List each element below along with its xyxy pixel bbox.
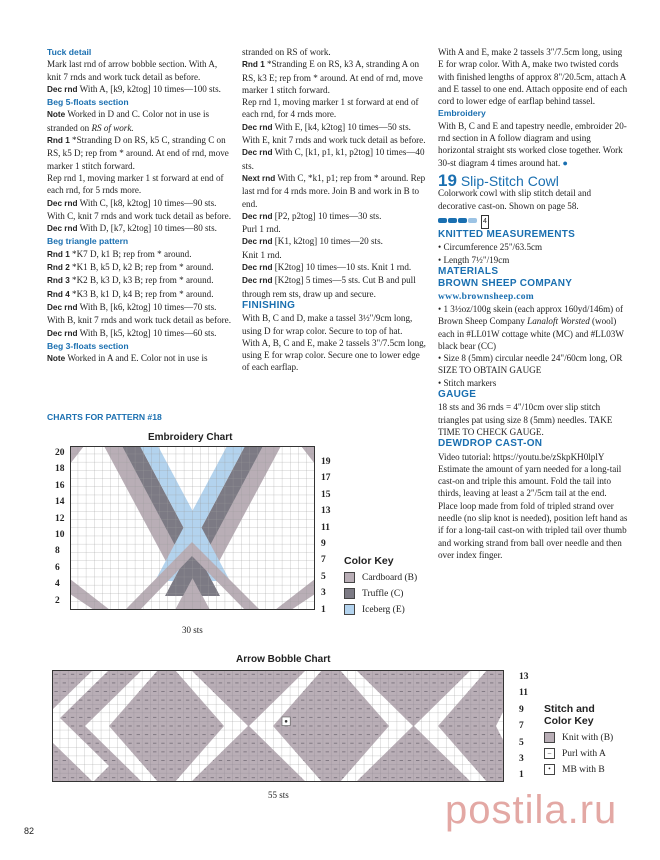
embroidery-row-left-4: 4 bbox=[55, 579, 60, 590]
c2-dec6: Dec rnd [K2tog] 5 times—5 sts. Cut B and pull through rem sts, draw up and secure. bbox=[242, 275, 416, 299]
finishing-text-2: With A, B, C and E, make 2 tassels 3"/7.5cm long, using E for wrap color. Secure one to lower edge of each earflap. bbox=[242, 337, 426, 373]
embroidery-row-right-17: 17 bbox=[321, 473, 331, 484]
end-dot: ● bbox=[562, 157, 569, 168]
embroidery-row-left-8: 8 bbox=[55, 546, 60, 557]
finishing-text-1: With B, C and D, make a tassel 3½"/9cm long, using D for wrap color. Secure to top of hat. bbox=[242, 313, 413, 336]
beg5-rep: Rep rnd 1, moving marker 1 st forward at end of each rnd, for 5 rnds more. bbox=[47, 172, 224, 196]
gauge-heading: GAUGE bbox=[438, 389, 477, 401]
materials-heading: MATERIALS bbox=[438, 266, 499, 278]
charts-title: CHARTS FOR PATTERN #18 bbox=[47, 412, 162, 422]
beg3-note: Note Worked in A and E. Color not in use is bbox=[47, 353, 208, 364]
c2-dec5: Dec rnd [K2tog] 10 times—10 sts. Knit 1 rnd. bbox=[242, 262, 412, 273]
c2-knit: Knit 1 rnd. bbox=[242, 249, 282, 260]
skill-level-indicator bbox=[438, 214, 489, 229]
purl-swatch: – bbox=[544, 748, 555, 759]
beg5-dec1: Dec rnd With C, [k8, k2tog] 10 times—90 sts. With C, knit 7 rnds and work tuck detail as before. bbox=[47, 197, 231, 221]
tuck-dec-rnd: Dec rnd With A, [k9, k2tog] 10 times—100 sts. bbox=[47, 83, 221, 94]
begtri-rnd4: Rnd 4 *K3 B, k1 D, k4 B; rep from * around. bbox=[47, 288, 214, 299]
color-key-row-truffle: Truffle (C) bbox=[344, 588, 417, 599]
page-number: 82 bbox=[24, 826, 35, 836]
pattern-desc: Colorwork cowl with slip stitch detail and decorative cast-on. Shown on page 58. bbox=[438, 188, 592, 211]
stitch-key-row-knit: Knit with (B) bbox=[544, 732, 613, 743]
gauge-text: 18 sts and 36 rnds = 4"/10cm over slip stitch triangles pat using size 8 (5mm) needles. TAKE TIME TO CHECK GAUGE. bbox=[438, 402, 613, 437]
color-key-row-iceberg: Iceberg (E) bbox=[344, 604, 417, 615]
beg5-rnd1: Rnd 1 *Stranding D on RS, k5 C, stranding C on RS, k5 D; rep from * around. At end of rnd, move marker 1 stitch forward. bbox=[47, 135, 229, 171]
materials-item-3: • Stitch markers bbox=[438, 377, 497, 388]
column-3 bbox=[438, 46, 628, 561]
dewdrop-heading: DEWDROP CAST-ON bbox=[438, 438, 543, 450]
color-key-title: Color Key bbox=[344, 555, 394, 567]
color-key bbox=[344, 555, 417, 615]
mb-swatch: • bbox=[544, 764, 555, 775]
pattern-title: 19 Slip-Stitch Cowl bbox=[438, 170, 559, 190]
cardboard-swatch bbox=[344, 572, 355, 583]
embroidery-row-right-19: 19 bbox=[321, 457, 331, 467]
stitch-color-key bbox=[544, 703, 613, 775]
embroidery-row-left-20: 20 bbox=[55, 448, 65, 458]
watermark-logo: postila.ru bbox=[445, 788, 618, 832]
bobble-row-7: 7 bbox=[519, 721, 524, 732]
stranded-text: stranded on RS of work. bbox=[242, 47, 331, 57]
c2-next: Next rnd With C, *k1, p1; rep from * around. Rep last rnd for 4 rnds more. Join B and work in B to end. bbox=[242, 172, 426, 209]
embroidery-row-left-6: 6 bbox=[55, 562, 60, 573]
c2-purl: Purl 1 rnd. bbox=[242, 224, 281, 235]
column-1 bbox=[47, 46, 233, 365]
materials-item-2: • Size 8 (5mm) circular needle 24"/60cm long, OR SIZE TO OBTAIN GAUGE bbox=[438, 353, 623, 376]
embroidery-row-left-14: 14 bbox=[55, 497, 65, 508]
embroidery-chart-title: Embroidery Chart bbox=[148, 432, 233, 443]
begtri-heading: Beg triangle pattern bbox=[47, 236, 129, 247]
bobble-row-3: 3 bbox=[519, 754, 524, 764]
embroidery-text: With B, C and E and tapestry needle, embroider 20-rnd section in A follow diagram and using horizontal straight sts worked close together. Work 30-st diagram 4 times around hat. ● bbox=[438, 120, 627, 168]
tuck-text: Mark last rnd of arrow bobble section. With A, knit 7 rnds and work tuck detail as before. bbox=[47, 59, 218, 82]
bobble-row-5: 5 bbox=[519, 737, 524, 748]
embroidery-row-left-2: 2 bbox=[55, 595, 60, 606]
measurement-1: • Circumference 25"/63.5cm bbox=[438, 242, 543, 253]
dewdrop-text: Video tutorial: https://youtu.be/zSkpKH0lplY Estimate the amount of yarn needed for a long-tail cast-on and triple this amount. Fold the tail into thirds, leaving at least a 2"/5cm tail at the end. Place loop made from fold of tripled strand over needle (no slip knot is needed), position left hand as if for a long-tail cast-on with tripled tail over thumb and working strand from ball over needle and then over index finger. bbox=[438, 451, 628, 560]
bobble-row-13: 13 bbox=[519, 672, 529, 682]
begtri-dec2: Dec rnd With B, [k5, k2tog] 10 times—60 sts. bbox=[47, 327, 217, 338]
embroidery-row-right-13: 13 bbox=[321, 506, 331, 517]
embroidery-row-left-12: 12 bbox=[55, 513, 65, 524]
c2-rnd1: Rnd 1 *Stranding E on RS, k3 A, stranding A on RS, k3 E; rep from * around. At end of rnd, move marker 1 stitch forward. bbox=[242, 59, 423, 95]
bobble-row-9: 9 bbox=[519, 704, 524, 715]
embroidery-row-right-7: 7 bbox=[321, 555, 326, 566]
beg5-dec2: Dec rnd With D, [k7, k2tog] 10 times—80 sts. bbox=[47, 223, 217, 234]
stitch-key-row-purl: – Purl with A bbox=[544, 748, 613, 759]
c2-dec3: Dec rnd [P2, p2tog] 10 times—30 sts. bbox=[242, 210, 382, 221]
begtri-rnd3: Rnd 3 *K2 B, k3 D, k3 B; rep from * around. bbox=[47, 275, 214, 286]
column-2 bbox=[242, 46, 428, 374]
c2-dec4: Dec rnd [K1, k2tog] 10 times—20 sts. bbox=[242, 236, 383, 247]
embroidery-row-right-11: 11 bbox=[321, 522, 330, 533]
embroidery-row-right-9: 9 bbox=[321, 539, 326, 549]
materials-url[interactable]: www.brownsheep.com bbox=[438, 291, 535, 302]
skill-level-number: 4 bbox=[481, 215, 489, 229]
measurement-2: • Length 7½"/19cm bbox=[438, 254, 510, 265]
bobble-row-11: 11 bbox=[519, 688, 528, 699]
begtri-rnd2: Rnd 2 *K1 B, k5 D, k2 B; rep from * around. bbox=[47, 262, 214, 273]
begtri-dec1: Dec rnd With B, [k6, k2tog] 10 times—70 sts. With B, knit 7 rnds and work tuck detail as before. bbox=[47, 301, 231, 326]
bobble-mb-dot bbox=[285, 720, 288, 723]
truffle-swatch bbox=[344, 588, 355, 599]
bobble-chart-grid bbox=[52, 670, 504, 782]
beg5-heading: Beg 5-floats section bbox=[47, 97, 129, 108]
embroidery-row-right-5: 5 bbox=[321, 571, 326, 582]
embroidery-row-right-1: 1 bbox=[321, 604, 326, 615]
c2-dec2: Dec rnd With C, [k1, p1, k1, p2tog] 10 times—40 sts. bbox=[242, 147, 425, 171]
bobble-row-1: 1 bbox=[519, 770, 524, 781]
c2-dec1: Dec rnd With E, [k4, k2tog] 10 times—50 sts. With E, knit 7 rnds and work tuck detail as before. bbox=[242, 121, 426, 146]
bobble-width-label: 55 sts bbox=[268, 790, 289, 800]
embroidery-row-left-18: 18 bbox=[55, 464, 65, 475]
iceberg-swatch bbox=[344, 604, 355, 615]
knit-swatch bbox=[544, 732, 555, 743]
materials-company: BROWN SHEEP COMPANY bbox=[438, 278, 573, 290]
finishing-heading: FINISHING bbox=[242, 299, 296, 311]
beg3-heading: Beg 3-floats section bbox=[47, 340, 129, 351]
embroidery-row-right-3: 3 bbox=[321, 588, 326, 599]
tassel-text: With A and E, make 2 tassels 3"/7.5cm long, using E for wrap color. With A, make two twisted cords with finished lengths of approx 8"/20.5cm, attach A and E tassel to one end. Attach opposite end of each cord to lower edge of earflap behind tassel. bbox=[438, 47, 628, 107]
embroidery-width-label: 30 sts bbox=[182, 625, 203, 635]
tuck-detail-heading: Tuck detail bbox=[47, 47, 92, 57]
embroidery-chart-grid bbox=[70, 446, 315, 611]
c2-rep: Rep rnd 1, moving marker 1 st forward at end of each rnd, for 4 rnds more. bbox=[242, 97, 419, 120]
embroidery-row-left-16: 16 bbox=[55, 480, 65, 491]
embroidery-row-right-15: 15 bbox=[321, 489, 331, 500]
embroidery-heading: Embroidery bbox=[438, 108, 486, 119]
color-key-row-cardboard: Cardboard (B) bbox=[344, 572, 417, 583]
measurements-heading: KNITTED MEASUREMENTS bbox=[438, 229, 576, 241]
stitch-key-title-1: Stitch and bbox=[544, 703, 595, 715]
stitch-key-title-2: Color Key bbox=[544, 715, 594, 727]
beg5-note: Note Worked in D and C. Color not in use is stranded on RS of work. bbox=[47, 109, 210, 133]
materials-item-1: • 1 3½oz/100g skein (each approx 160yd/146m) of Brown Sheep Company Lanaloft Worsted (wool) each in #LL01W cottage white (MC) and #LL03W black bear (CC) bbox=[438, 303, 624, 351]
stitch-key-row-mb: • MB with B bbox=[544, 764, 613, 775]
begtri-rnd1: Rnd 1 *K7 D, k1 B; rep from * around. bbox=[47, 248, 192, 259]
bobble-chart-title: Arrow Bobble Chart bbox=[236, 654, 331, 665]
embroidery-row-left-10: 10 bbox=[55, 530, 65, 540]
